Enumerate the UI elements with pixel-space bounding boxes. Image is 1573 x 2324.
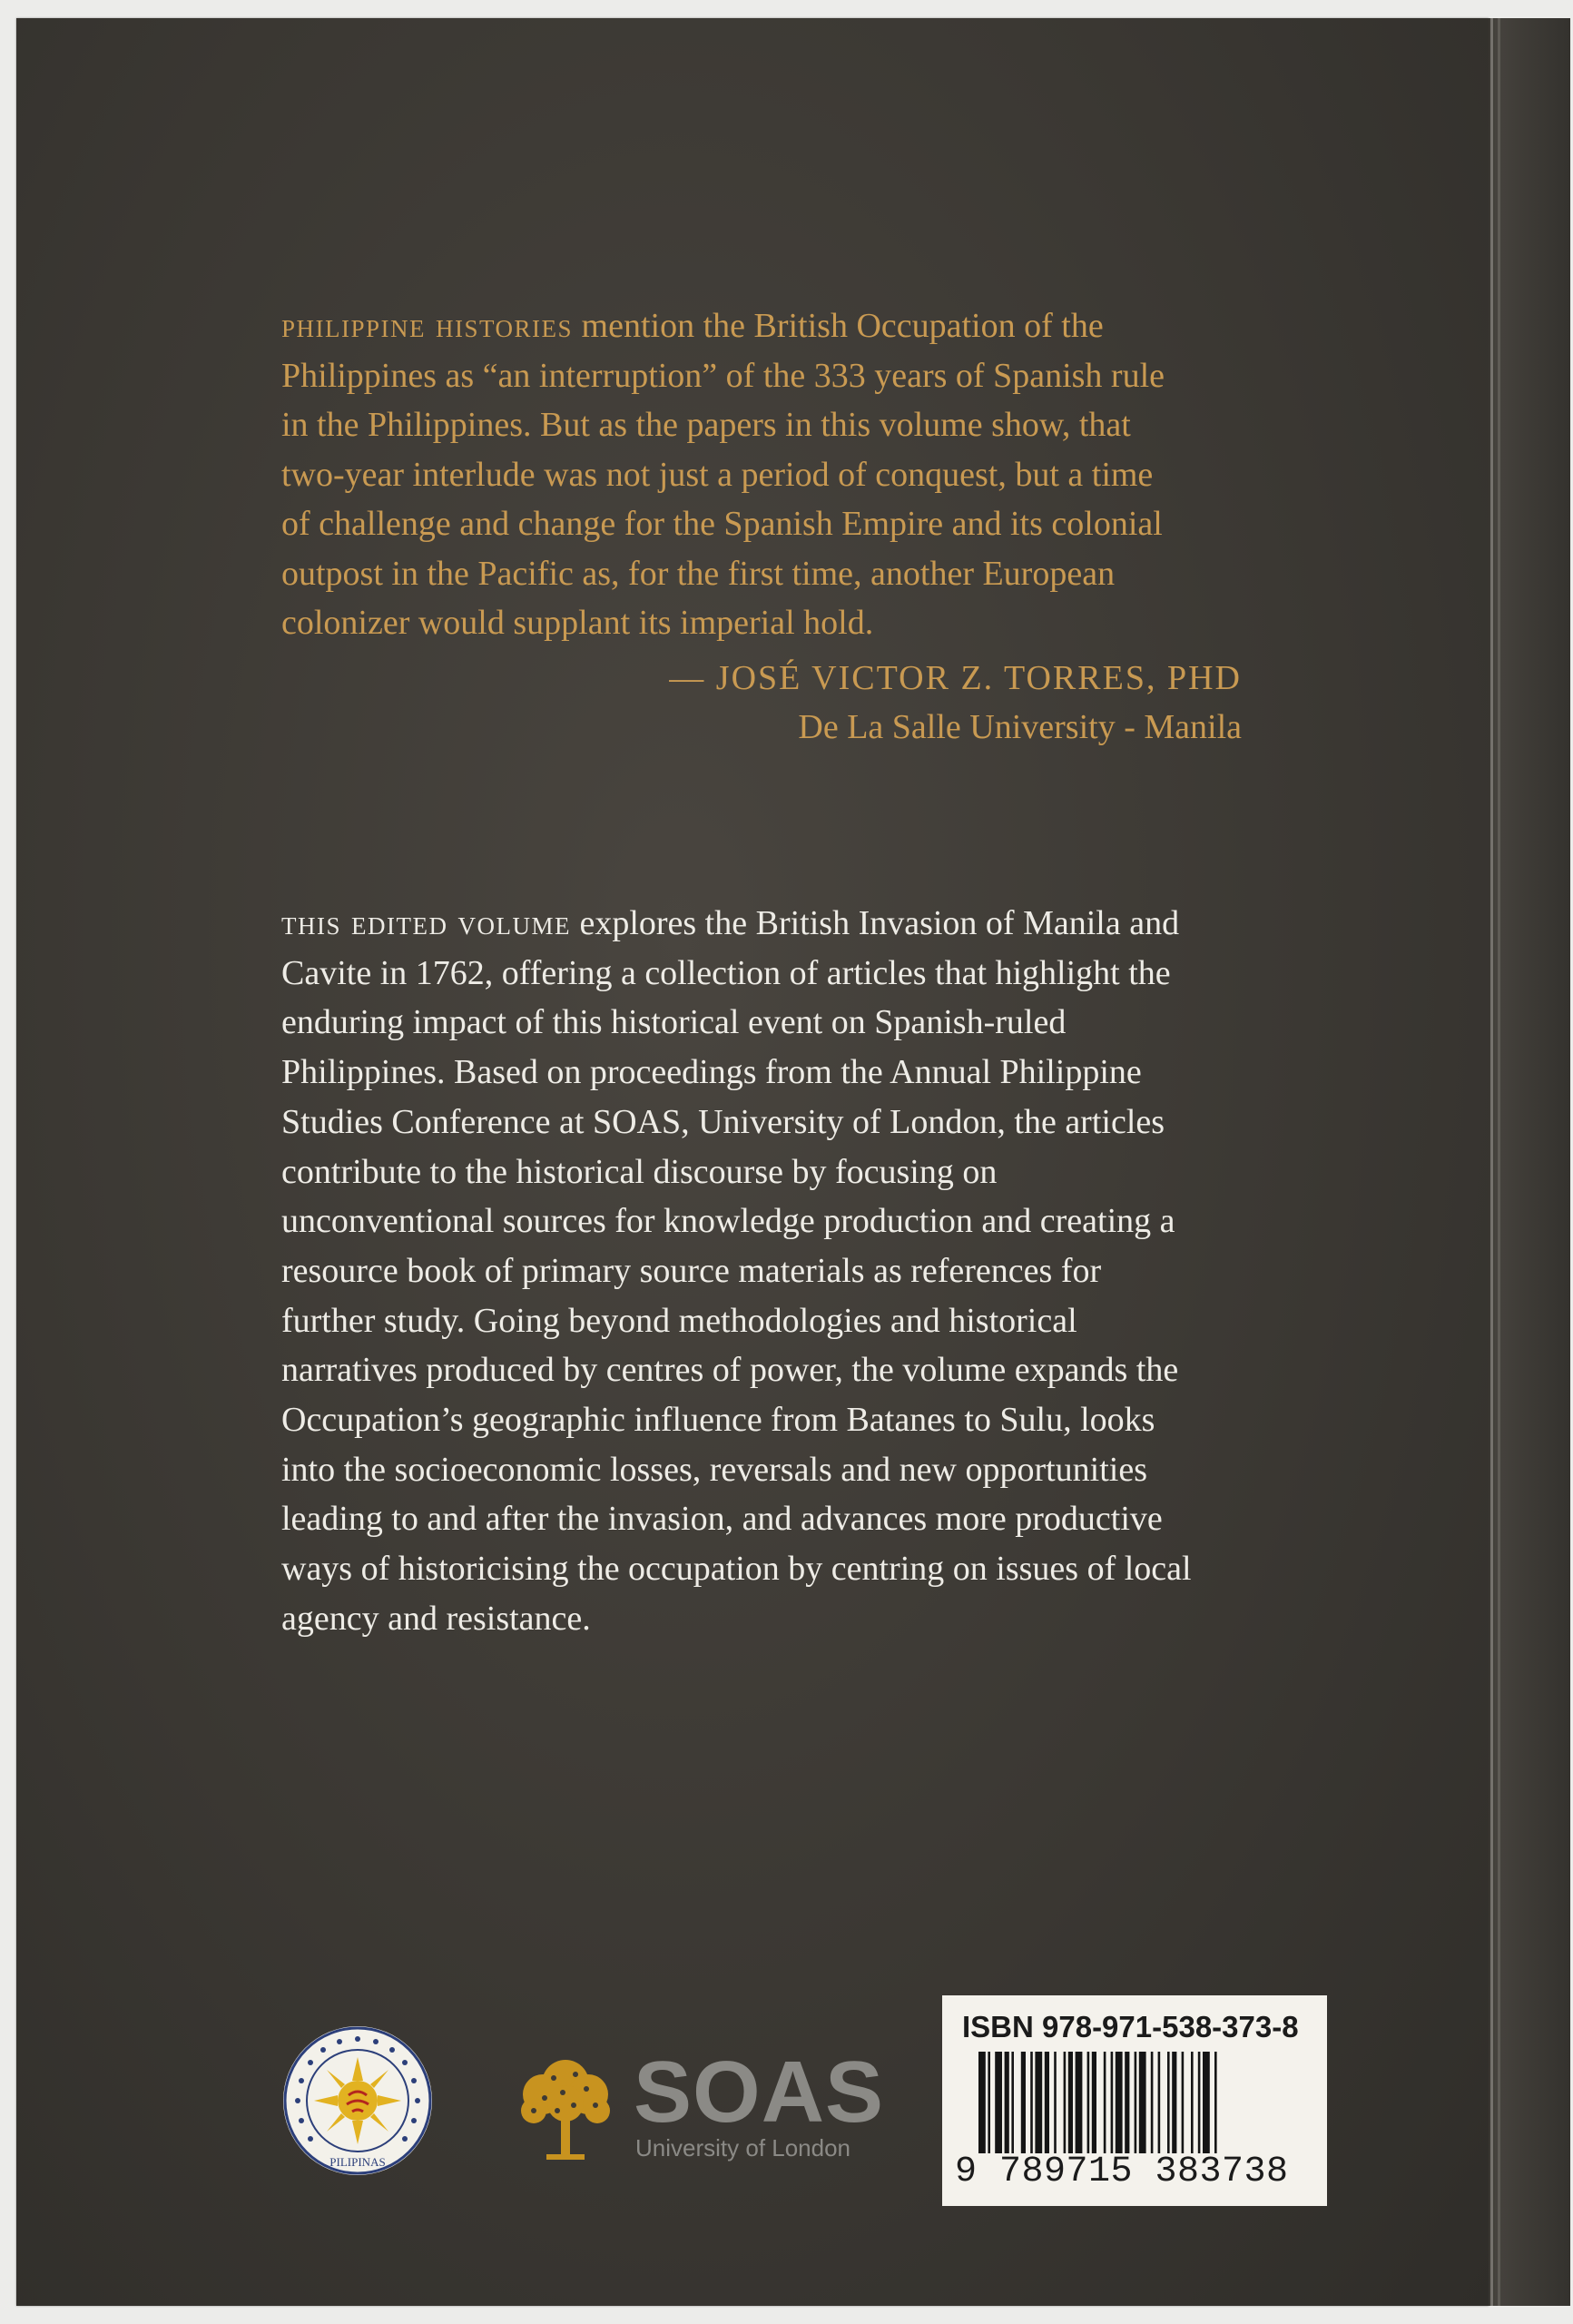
philippine-seal-icon [281, 2024, 434, 2177]
quote-line: in the Philippines. But as the papers in this volume show, that [281, 406, 1131, 444]
barcode-bar [1198, 2052, 1201, 2153]
barcode-bar [1045, 2052, 1049, 2153]
barcode-bar [1005, 2052, 1009, 2153]
description-line: narratives produced by centres of power, the volume expands the [281, 1351, 1179, 1390]
barcode-bars [978, 2052, 1293, 2153]
barcode-bar [1158, 2052, 1161, 2153]
barcode-bar [1035, 2052, 1042, 2153]
barcode-bar [1111, 2052, 1114, 2153]
barcode-bar [1068, 2052, 1073, 2153]
description-line: into the socioeconomic losses, reversals and new opportunities [281, 1450, 1148, 1489]
quote-line: two-year interlude was not just a period of conquest, but a time [281, 455, 1154, 494]
soas-logo [506, 2043, 888, 2165]
book-description [281, 899, 1325, 1644]
description-line: Cavite in 1762, offering a collection of articles that highlight the [281, 953, 1171, 992]
description-line: agency and resistance. [281, 1599, 591, 1638]
barcode-bar [1191, 2052, 1194, 2153]
spine-fold-line [1498, 18, 1500, 2306]
description-line: unconventional sources for knowledge production and creating a [281, 1202, 1175, 1241]
barcode-bar [1135, 2052, 1137, 2153]
barcode-bar [1064, 2052, 1067, 2153]
barcode-bar [1172, 2052, 1176, 2153]
isbn-digits: 9 789715 383738 [955, 2152, 1289, 2192]
barcode-bar [1104, 2052, 1106, 2153]
barcode-bar [988, 2052, 990, 2153]
soas-subtitle: University of London [635, 2134, 851, 2162]
description-line: contribute to the historical discourse by focusing on [281, 1152, 998, 1191]
barcode-bar [978, 2052, 986, 2153]
quote-line [281, 301, 1325, 351]
description-line-text: explores the British Invasion of Manila and [570, 904, 1180, 942]
description-line: Occupation’s geographic influence from Batanes to Sulu, looks [281, 1401, 1155, 1440]
quote-line-text: mention the British Occupation of the [573, 307, 1104, 345]
quote-attribution [669, 654, 1242, 752]
quote-line: outpost in the Pacific as, for the first time, another European [281, 554, 1116, 593]
attribution-affiliation: De La Salle University - Manila [798, 708, 1242, 746]
description-line: Studies Conference at SOAS, University of London, the articles [281, 1102, 1165, 1141]
description-line: enduring impact of this historical event on Spanish-ruled [281, 1003, 1067, 1042]
endorsement-quote [281, 301, 1325, 648]
soas-wordmark: SOAS [634, 2043, 885, 2141]
isbn-label: ISBN 978-971-538-373-8 [962, 2010, 1299, 2043]
quote-line: Philippines as “an interruption” of the 333 years of Spanish rule [281, 356, 1165, 395]
description-line [281, 899, 1325, 949]
barcode-bar [1125, 2052, 1129, 2153]
description-lead: this edited volume [281, 904, 571, 942]
spine-edge [1489, 18, 1570, 2306]
attribution-name: — JOSÉ VICTOR Z. TORRES, PHD [669, 659, 1242, 697]
barcode-bar [1076, 2052, 1083, 2153]
quote-line: colonizer would supplant its imperial hold. [281, 604, 874, 642]
description-line: Philippines. Based on proceedings from the Annual Philippine [281, 1053, 1142, 1092]
barcode-bar [1011, 2052, 1014, 2153]
spine-fold-line [1490, 18, 1493, 2306]
barcode-bar [1021, 2052, 1026, 2153]
tree-icon [506, 2047, 624, 2165]
barcode-bar [1167, 2052, 1170, 2153]
barcode-bar [1139, 2052, 1146, 2153]
barcode-bar [1030, 2052, 1033, 2153]
back-cover [16, 18, 1489, 2306]
isbn-barcode [942, 1995, 1327, 2206]
barcode-bar [995, 2052, 1002, 2153]
description-line: resource book of primary source materials as references for [281, 1251, 1102, 1290]
barcode-bar [1182, 2052, 1185, 2153]
barcode-bar [1092, 2052, 1096, 2153]
description-line: ways of historicising the occupation by centring on issues of local [281, 1550, 1192, 1589]
seal-text: PILIPINAS [329, 2155, 386, 2169]
description-line: leading to and after the invasion, and advances more productive [281, 1500, 1163, 1539]
barcode-bar [1203, 2052, 1210, 2153]
barcode-bar [1116, 2052, 1123, 2153]
barcode-bar [1151, 2052, 1154, 2153]
barcode-bar [1214, 2052, 1217, 2153]
barcode-bar [1087, 2052, 1090, 2153]
quote-line: of challenge and change for the Spanish Empire and its colonial [281, 505, 1163, 543]
quote-lead: philippine histories [281, 307, 574, 345]
description-line: further study. Going beyond methodologies and historical [281, 1301, 1077, 1340]
barcode-bar [1054, 2052, 1057, 2153]
